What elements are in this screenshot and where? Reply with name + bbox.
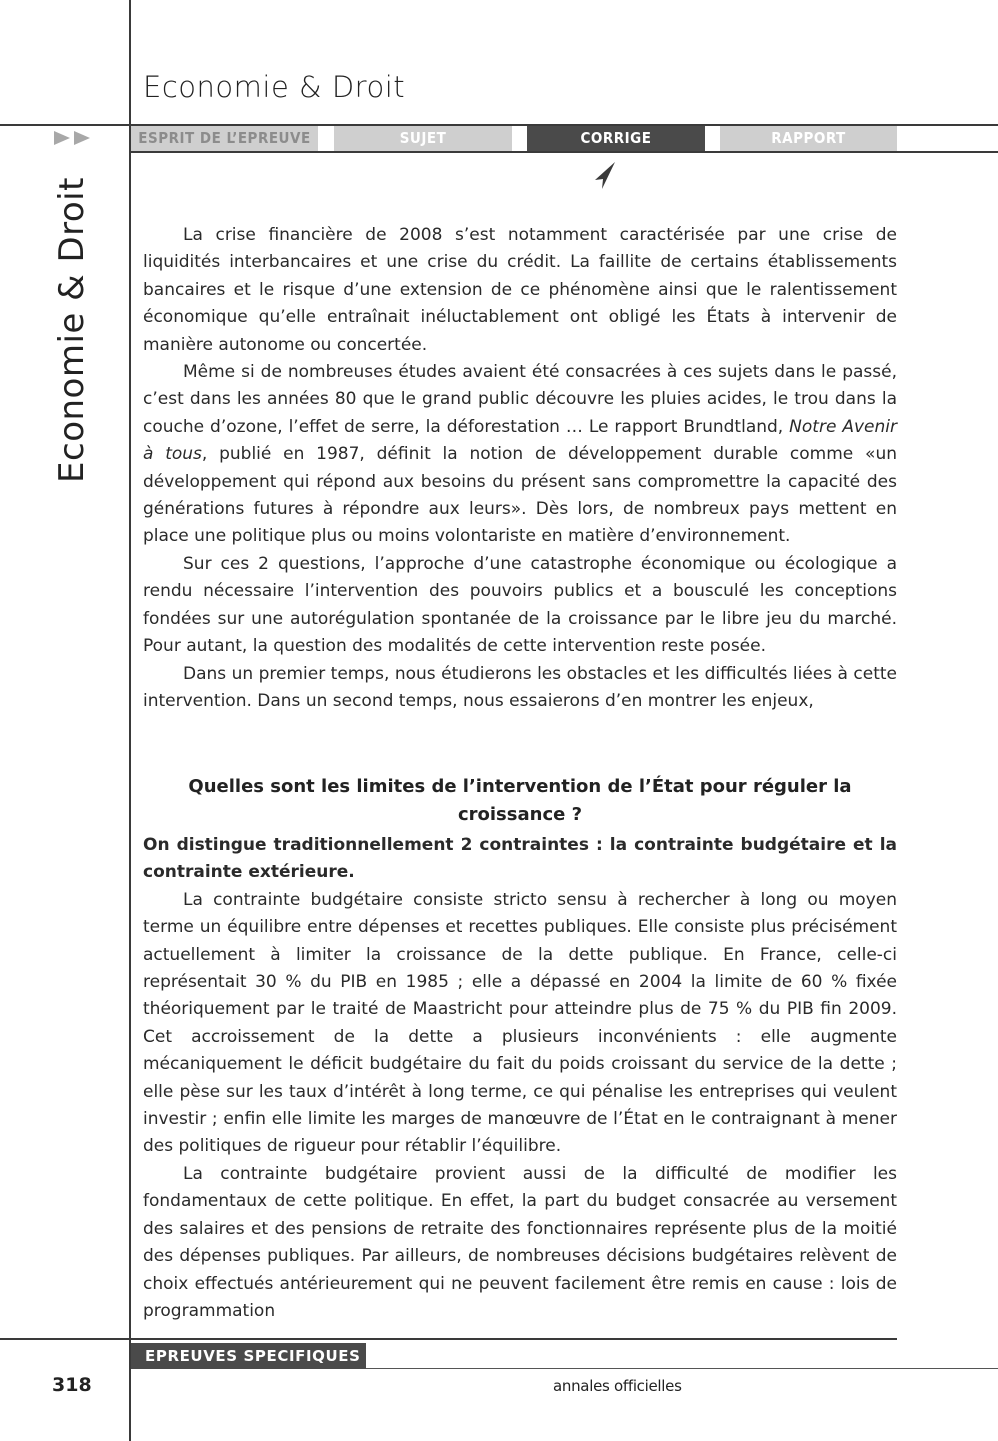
section-heading: Quelles sont les limites de l’intervention de l’État pour réguler la croissance ? [188, 776, 852, 825]
intro-paragraph-1: La crise financière de 2008 s’est notamment caractérisée par une crise de liquidités interbancaires et une crise du crédit. La faillite de certains établissements bancaires et le risque d’une extension de ce phénomène ainsi que le ralentissement économique qu’elle entraînait inéluctablement ont obligé les États à intervenir de manière autonome ou concertée. [143, 225, 897, 355]
nav-arrows-icon [54, 131, 94, 145]
report-title: Notre Avenir à tous [143, 416, 897, 465]
tab-esprit-de-l-epreuve[interactable]: ESPRIT DE L’EPREUVE [131, 126, 318, 151]
tab-corrige[interactable]: CORRIGE [527, 126, 705, 151]
left-margin-rule [129, 0, 131, 1441]
intro-text [143, 222, 897, 715]
publisher-name: annales officielles [553, 1377, 682, 1395]
intro-paragraph-2 [143, 359, 897, 551]
tab-sujet[interactable]: SUJET [334, 126, 512, 151]
footer-bottom-rule [366, 1368, 998, 1369]
intro-paragraph-4: Dans un premier temps, nous étudierons les obstacles et les difficultés liées à cette intervention. Dans un second temps, nous essaierons d’en montrer les enjeux, [143, 663, 897, 711]
intro-paragraph-3: Sur ces 2 questions, l’approche d’une catastrophe économique ou écologique a rendu nécessaire l’intervention des pouvoirs publics et a bousculé les conceptions fondées sur une autorégulation spontanée de la croissance par le libre jeu du marché. Pour autant, la question des modalités de cette intervention reste posée. [143, 553, 897, 657]
intro-paragraph-2-part-a: Même si de nombreuses études avaient été consacrées à ces sujets dans le passé, c’est dans les années 80 que le grand public découvre les pluies acides, le trou dans la couche d’ozone, l’effet de serre, la déforestation … Le rapport Brundtland, [143, 362, 897, 437]
intro-paragraph-2-part-b: , publié en 1987, définit la notion de développement durable comme «un développement qui répond aux besoins du présent sans compromettre la capacité des générations futures à répondre aux leurs». Dès lors, de nombreux pays mettent en place une politique plus ou moins volontariste en matière d’environnement. [143, 444, 897, 547]
side-title: Economie & Droit [52, 177, 92, 483]
book-title: Economie & Droit [143, 70, 406, 104]
page-number: 318 [52, 1374, 92, 1396]
footer-section-label: EPREUVES SPECIFIQUES [131, 1343, 366, 1369]
section-text [143, 832, 897, 1325]
tab-rapport[interactable]: RAPPORT [720, 126, 897, 151]
section-paragraph-1: La contrainte budgétaire consiste stricto sensu à rechercher à long ou moyen terme un équilibre entre dépenses et recettes publiques. Elle consiste plus précisément actuellement à limiter la croissance de la dette publique. En France, celle-ci représentait 30 % du PIB en 1985 ; elle a dépassé en 2004 la limite de 60 % fixée théoriquement par le traité de Maastricht pour atteindre plus de 75 % du PIB fin 2009. Cet accroissement de la dette a plusieurs inconvénients : elle augmente mécaniquement le déficit budgétaire du fait du poids croissant du service de la dette ; elle pèse sur les taux d’intérêt à long terme, ce qui pénalise les entreprises qui veulent investir ; enfin elle limite les marges de manœuvre de l’État en le contraignant à mener des politiques de rigueur pour rétablir l’équilibre. [143, 889, 897, 1157]
cursor-arrow-icon [593, 160, 617, 190]
section-paragraph-2: La contrainte budgétaire provient aussi de la difficulté de modifier les fondamentaux de cette politique. En effet, la part du budget consacrée au versement des salaires et des pensions de retraite des fonctionnaires représente plus de la moitié des dépenses publiques. Par ailleurs, de nombreuses décisions budgétaires relèvent de choix effectués antérieurement qui ne peuvent facilement être remis en cause : lois de programmation [143, 1163, 897, 1321]
section-subheading: On distingue traditionnellement 2 contraintes : la contrainte budgétaire et la contrainte extérieure. [143, 835, 897, 883]
tabs-bottom-rule [131, 151, 998, 153]
footer-rule [0, 1338, 897, 1340]
